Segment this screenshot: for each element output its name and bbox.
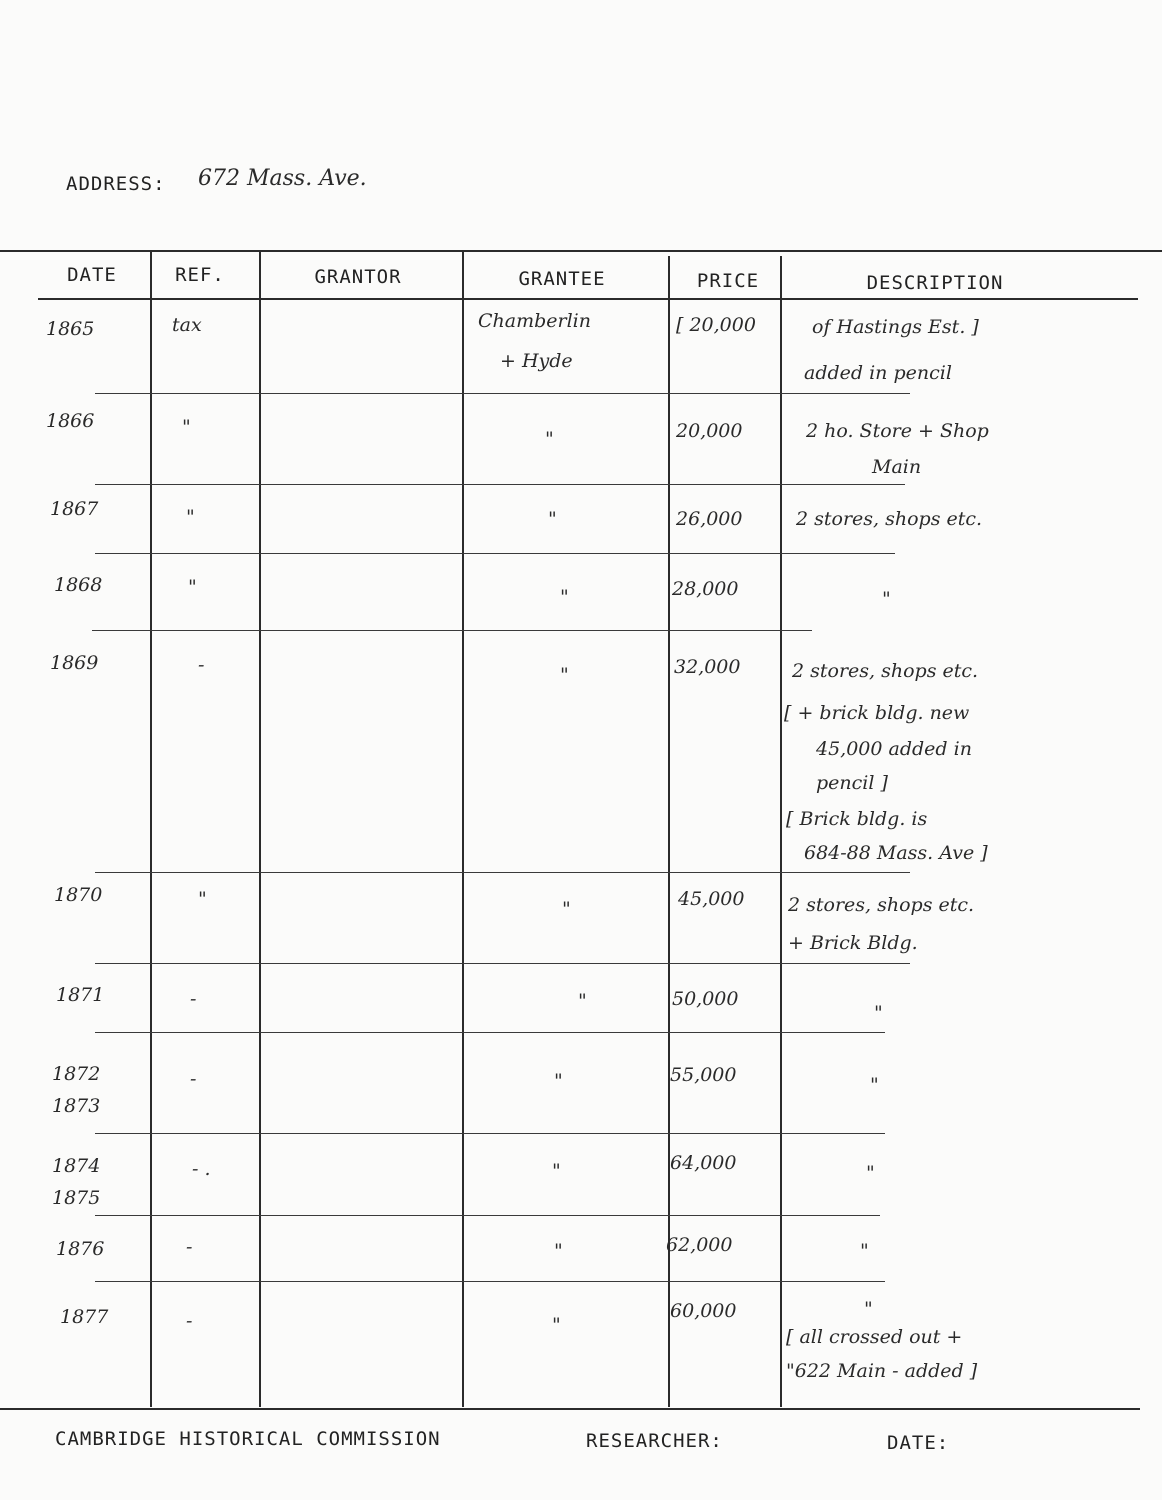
- cell-ref: -: [190, 988, 197, 1010]
- cell-grantee: ": [560, 586, 569, 608]
- table-bottom-border: [0, 1408, 1140, 1410]
- cell-description: ": [882, 588, 891, 610]
- cell-description: ": [870, 1074, 879, 1096]
- row-line: [95, 393, 910, 394]
- col-divider-price-description: [780, 256, 782, 1407]
- cell-grantee: Chamberlin: [478, 310, 591, 332]
- cell-price: 55,000: [670, 1064, 737, 1086]
- cell-grantee: ": [554, 1070, 563, 1092]
- cell-description: Main: [872, 456, 922, 478]
- cell-price: 26,000: [676, 508, 743, 530]
- cell-grantee: ": [578, 990, 587, 1012]
- col-header-description: DESCRIPTION: [866, 272, 1004, 294]
- cell-price: 20,000: [676, 420, 743, 442]
- cell-description: 684-88 Mass. Ave ]: [804, 842, 988, 864]
- row-line: [95, 872, 910, 873]
- cell-price: 60,000: [670, 1300, 737, 1322]
- cell-grantee: + Hyde: [500, 350, 573, 372]
- cell-ref: -: [190, 1068, 197, 1090]
- row-line: [95, 484, 905, 485]
- cell-date: 1872 1873: [52, 1063, 101, 1117]
- cell-date: 1871: [56, 984, 105, 1006]
- cell-price: 64,000: [670, 1152, 737, 1174]
- cell-description: pencil ]: [816, 772, 888, 794]
- cell-grantee: ": [545, 428, 554, 450]
- cell-date: 1870: [54, 884, 103, 906]
- cell-description: ": [864, 1298, 873, 1320]
- cell-date: 1869: [50, 652, 99, 674]
- cell-ref: -: [186, 1236, 193, 1258]
- cell-price: 45,000: [678, 888, 745, 910]
- footer-researcher-label: RESEARCHER:: [586, 1430, 723, 1452]
- cell-description: added in pencil: [804, 362, 952, 384]
- cell-ref: ": [188, 576, 197, 598]
- cell-description: ": [860, 1240, 869, 1262]
- cell-date: 1866: [46, 410, 95, 432]
- cell-price: [ 20,000: [676, 314, 756, 336]
- col-header-ref: REF.: [175, 264, 225, 286]
- cell-date: 1868: [54, 574, 103, 596]
- cell-grantee: ": [554, 1240, 563, 1262]
- cell-price: 28,000: [672, 578, 739, 600]
- row-line: [92, 630, 812, 631]
- col-divider-date-ref: [150, 252, 152, 1407]
- cell-description: [ + brick bldg. new: [784, 702, 970, 724]
- cell-date: 1874 1875: [52, 1155, 101, 1209]
- footer-org: CAMBRIDGE HISTORICAL COMMISSION: [55, 1428, 441, 1450]
- cell-date: 1865: [46, 318, 95, 340]
- cell-ref: - .: [192, 1158, 211, 1180]
- cell-date: 1877: [60, 1306, 109, 1328]
- cell-ref: tax: [172, 314, 202, 336]
- cell-grantee: ": [552, 1314, 561, 1336]
- cell-description: "622 Main - added ]: [786, 1360, 978, 1382]
- footer-date-label: DATE:: [887, 1432, 950, 1454]
- cell-description: of Hastings Est. ]: [812, 316, 979, 338]
- col-divider-ref-grantor: [259, 252, 261, 1407]
- cell-date: 1876: [56, 1238, 105, 1260]
- cell-grantee: ": [560, 664, 569, 686]
- address-label: ADDRESS:: [66, 173, 166, 195]
- col-header-grantor: GRANTOR: [314, 266, 402, 288]
- col-header-date: DATE: [67, 264, 117, 286]
- cell-description: ": [866, 1162, 875, 1184]
- row-line: [95, 1133, 885, 1134]
- cell-description: + Brick Bldg.: [788, 932, 918, 954]
- cell-price: 62,000: [666, 1234, 733, 1256]
- row-line: [95, 1281, 885, 1282]
- col-divider-grantor-grantee: [462, 252, 464, 1407]
- cell-ref: ": [186, 506, 195, 528]
- cell-description: [ Brick bldg. is: [786, 808, 928, 830]
- row-line: [95, 963, 910, 964]
- cell-description: ": [874, 1002, 883, 1024]
- header-row-divider: [38, 298, 1138, 300]
- table-top-border: [0, 250, 1162, 252]
- cell-price: 50,000: [672, 988, 739, 1010]
- row-line: [95, 1032, 885, 1033]
- cell-date: 1867: [50, 498, 99, 520]
- cell-ref: ": [198, 888, 207, 910]
- col-header-grantee: GRANTEE: [518, 268, 606, 290]
- col-header-price: PRICE: [696, 270, 760, 292]
- row-line: [95, 1215, 880, 1216]
- cell-description: 2 stores, shops etc.: [796, 508, 983, 530]
- cell-grantee: ": [562, 898, 571, 920]
- cell-ref: -: [186, 1310, 193, 1332]
- cell-description: 45,000 added in: [816, 738, 972, 760]
- cell-grantee: ": [548, 508, 557, 530]
- cell-grantee: ": [552, 1160, 561, 1182]
- cell-description: 2 ho. Store + Shop: [806, 420, 989, 442]
- cell-ref: ": [182, 416, 191, 438]
- cell-description: 2 stores, shops etc.: [788, 894, 975, 916]
- address-value: 672 Mass. Ave.: [198, 166, 367, 191]
- cell-description: [ all crossed out +: [786, 1326, 963, 1348]
- cell-description: 2 stores, shops etc.: [792, 660, 979, 682]
- cell-ref: -: [198, 654, 205, 676]
- row-line: [95, 553, 895, 554]
- cell-price: 32,000: [674, 656, 741, 678]
